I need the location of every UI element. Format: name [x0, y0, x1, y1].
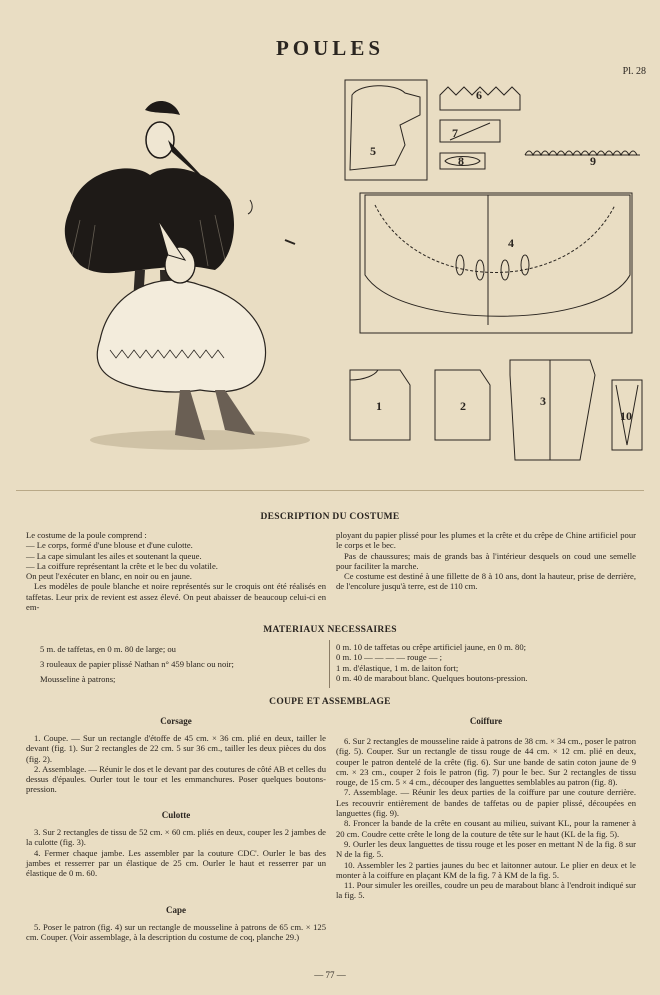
materials-right: [336, 642, 636, 683]
coiffure-step-9: 9. Ourler les deux languettes de tissu rouge et les poser en mettant N de la fig. 8 sur N de la fig. 5.: [336, 838, 636, 860]
fig1-label: 1: [376, 399, 382, 413]
plate-number: Pl. 28: [622, 66, 646, 77]
cape-step-5: 5. Poser le patron (fig. 4) sur un rectangle de mousseline à patrons de 65 cm. × 125 cm. Couper. (Voir assemblage, à la description du costume de coq, planche 29.): [26, 922, 326, 943]
fig5-label: 5: [370, 144, 376, 158]
coiffure-step-7: 7. Assemblage. — Réunir les deux parties de la coiffure par une couture derrière. Les recouvrir entièrement de bandes de taffetas ou de papier plissé, découpées en languettes (fig. 9).: [336, 787, 636, 819]
coiffure-text: [336, 736, 636, 901]
materials-heading: MATERIAUX NECESSAIRES: [263, 625, 397, 635]
material-right-3: 1 m. d'élastique, 1 m. de laiton fort;: [336, 662, 459, 673]
coiffure-step-8: 8. Froncer la bande de la crête en cousant au milieu, suivant KL, pour la ramener à 20 cm. Coudre cette crête le long de la couture de tête sur le haut (KL de la fig. 5).: [336, 818, 636, 839]
assembly-heading: COUPE ET ASSEMBLAGE: [269, 697, 391, 707]
costume-illustration: [40, 90, 330, 465]
culotte-step-3: 3. Sur 2 rectangles de tissu de 52 cm. × 60 cm. pliés en deux, couper les 2 jambes de la culotte (fig. 3).: [26, 827, 326, 848]
desc-left-1: Le costume de la poule comprend :: [26, 530, 147, 540]
desc-left-5: On peut l'exécuter en blanc, en noir ou en jaune.: [26, 571, 192, 582]
material-left-1: 5 m. de taffetas, en 0 m. 80 de large; ou: [40, 644, 176, 654]
coiffure-step-11: 11. Pour simuler les oreilles, coudre un peu de marabout blanc à l'endroit indiqué sur la fig. 5.: [336, 880, 636, 901]
desc-right-3: Ce costume est destiné à une fillette de 8 à 10 ans, dont la hauteur, prise de derrière, de l'encolure jusqu'à terre, est de 110 cm.: [336, 571, 636, 592]
cape-heading: Cape: [166, 905, 186, 915]
cape-text: [26, 922, 326, 943]
corsage-heading: Corsage: [160, 716, 192, 726]
materials-left: [40, 642, 320, 687]
fig8-label: 8: [458, 154, 464, 168]
fig9-label: 9: [590, 154, 596, 168]
corsage-step-1: 1. Coupe. — Sur un rectangle d'étoffe de 45 cm. × 36 cm. plié en deux, tailler le devant (fig. 1). Sur 2 rectangles de 22 cm. 5 sur 36 cm., tailler les deux pièces du dos (fig. 2).: [26, 733, 326, 764]
coiffure-step-6: 6. Sur 2 rectangles de mousseline raide à patrons de 38 cm. × 34 cm., poser le patron (fig. 5). Couper. Sur un rectangle de tissu rouge de 44 cm. × 12 cm. plié en deux, couper le patron dentelé de la crête (fig. 6). Sur une bande de satin coton jaune de 9 cm. × 23 cm., couper 2 fois le patron (fig. 7) pour le bec. Sur 2 rectangles de tissu rouge, de 15 cm. 5 × 4 cm., découper des languettes semblables au patron (fig. 8).: [336, 736, 636, 788]
description-heading: DESCRIPTION DU COSTUME: [260, 512, 400, 522]
coiffure-step-10: 10. Assembler les 2 parties jaunes du bec et laitonner autour. Le plier en deux et le monter à la coiffure en plaçant KM de la fig. 7 à KM de la fig. 5.: [336, 859, 636, 880]
materials-column-rule: [329, 640, 330, 688]
material-left-3: Mousseline à patrons;: [40, 674, 116, 684]
pattern-diagrams: [340, 75, 650, 470]
description-left: [26, 530, 326, 612]
fig4-label: 4: [508, 236, 514, 250]
material-right-2: 0 m. 10 — — — — rouge — ;: [336, 652, 442, 663]
fig2-label: 2: [460, 399, 466, 413]
section-divider: [16, 490, 644, 491]
corsage-step-2: 2. Assemblage. — Réunir le dos et le devant par des coutures de côté AB et celles du dessus d'épaules. Ourler tout le tour et les emmanchures. Poser quelques boutons-pression.: [26, 763, 326, 795]
culotte-heading: Culotte: [161, 810, 191, 820]
corsage-text: [26, 733, 326, 795]
material-right-4: 0 m. 40 de marabout blanc. Quelques boutons-pression.: [336, 672, 528, 683]
culotte-text: [26, 827, 326, 878]
coiffure-heading: Coiffure: [469, 716, 503, 726]
desc-left-4: — La coiffure représentant la crête et le bec du volatile.: [26, 560, 218, 571]
fig7-label: 7: [452, 126, 458, 140]
desc-left-6: Les modèles de poule blanche et noire représentés sur le croquis ont été réalisés en taffetas. Leur prix de revient est assez élevé. On peut abaisser de beaucoup celui-ci en em-: [26, 581, 326, 613]
page-number: — 77 —: [314, 970, 346, 980]
desc-right-2: Pas de chaussures; mais de grands bas à l'intérieur desquels on coud une semelle pour faciliter la marche.: [336, 550, 636, 571]
material-right-1: 0 m. 10 de taffetas ou crêpe artificiel jaune, en 0 m. 80;: [336, 642, 527, 652]
fig10-label: 10: [620, 409, 632, 423]
fig3-label: 3: [540, 394, 546, 408]
fig6-label: 6: [476, 88, 482, 102]
desc-left-3: — La cape simulant les ailes et soutenant la queue.: [26, 550, 202, 561]
desc-right-1: ployant du papier plissé pour les plumes et la crête et du crêpe de Chine artificiel pour le corps et le bec.: [336, 530, 636, 551]
page-title: POULES: [275, 36, 385, 60]
culotte-step-4: 4. Fermer chaque jambe. Les assembler par la couture CDC'. Ourler le bas des jambes et resserrer par un élastique de 25 cm. Ourler le haut et resserrer par un élastique de 0 m. 60.: [26, 847, 326, 879]
desc-left-2: — Le corps, formé d'une blouse et d'une culotte.: [26, 540, 193, 551]
description-right: [336, 530, 636, 592]
material-left-2: 3 rouleaux de papier plissé Nathan n° 459 blanc ou noir;: [40, 659, 234, 669]
